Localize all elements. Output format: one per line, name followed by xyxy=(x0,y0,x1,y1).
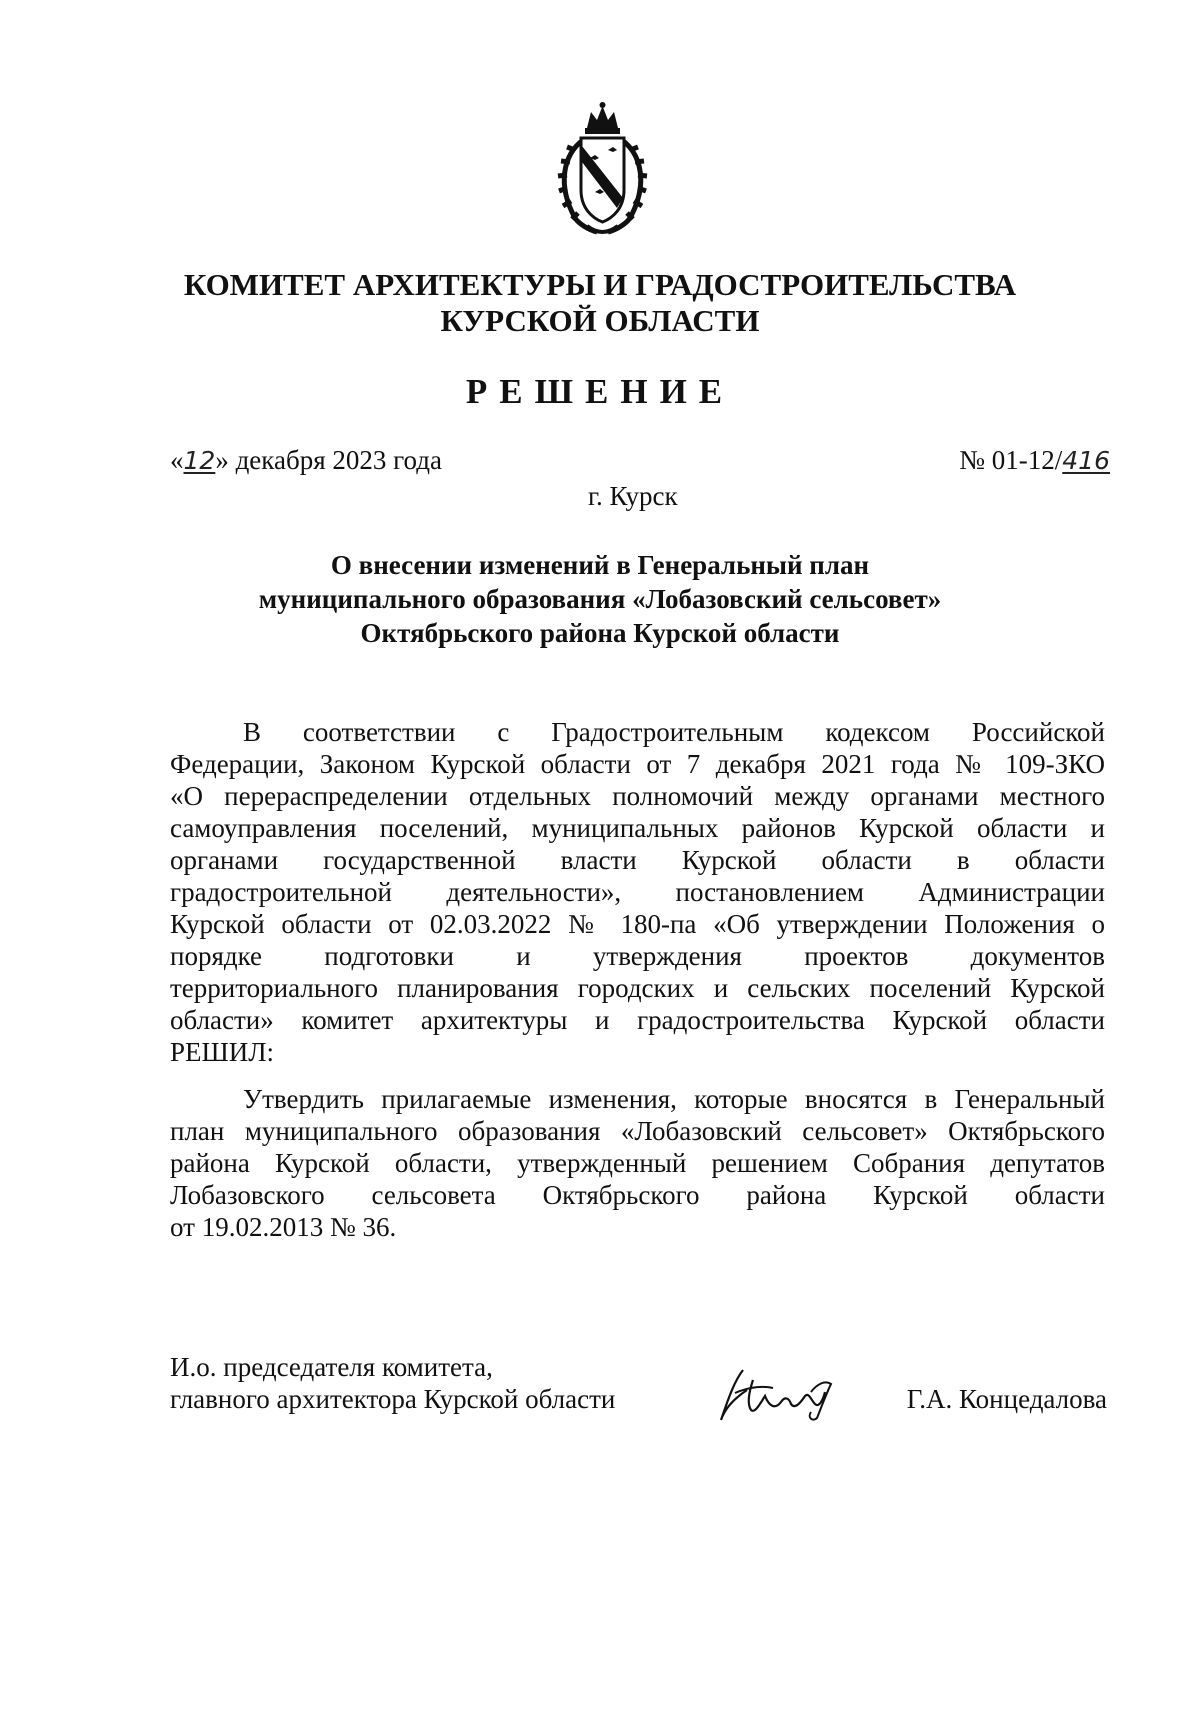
body-line: Курской области от 02.03.2022 № 180-па «Об утверждении Положения о xyxy=(170,909,1105,939)
document-subject xyxy=(0,548,1200,650)
date-rest: » декабря 2023 года xyxy=(215,445,442,475)
organization-region: КУРСКОЙ ОБЛАСТИ xyxy=(440,303,760,338)
subject-line: О внесении изменений в Генеральный план xyxy=(330,550,870,580)
body-line: В соответствии с Градостроительным кодексом Российской xyxy=(243,717,1105,747)
body-line: Лобазовского сельсовета Октябрьского района Курской области xyxy=(170,1180,1105,1210)
body-line: план муниципального образования «Лобазовский сельсовет» Октябрьского xyxy=(170,1116,1105,1146)
number-prefix: № 01-12/ xyxy=(959,445,1063,475)
body-line: порядке подготовки и утверждения проектов документов xyxy=(170,941,1105,971)
document-type: РЕШЕНИЕ xyxy=(465,372,735,411)
signer-position: главного архитектора Курской области xyxy=(170,1384,616,1414)
date-day-handwritten: 12 xyxy=(183,446,216,475)
body-line: территориального планирования городских и сельских поселений Курской xyxy=(170,973,1105,1003)
signer-position: И.о. председателя комитета, xyxy=(170,1352,493,1382)
handwritten-signature-icon xyxy=(713,1358,838,1428)
document-city: г. Курск xyxy=(588,481,678,511)
signer-name: Г.А. Концедалова xyxy=(906,1384,1107,1414)
body-line: градостроительной деятельности», постановлением Администрации xyxy=(170,877,1105,907)
body-line-decision: РЕШИЛ: xyxy=(170,1037,275,1067)
organization-name: КОМИТЕТ АРХИТЕКТУРЫ И ГРАДОСТРОИТЕЛЬСТВА xyxy=(183,267,1017,302)
body-line: «О перераспределении отдельных полномочий между органами местного xyxy=(170,781,1105,811)
date-open-quote: « xyxy=(170,445,184,475)
body-line: Федерации, Законом Курской области от 7 декабря 2021 года № 109-ЗКО xyxy=(170,749,1105,779)
number-handwritten: 416 xyxy=(1062,446,1110,475)
subject-line: Октябрьского района Курской области xyxy=(360,618,840,648)
body-line: области» комитет архитектуры и градостроительства Курской области xyxy=(170,1005,1105,1035)
coat-of-arms-icon xyxy=(545,100,660,240)
body-line: района Курской области, утвержденный решением Собрания депутатов xyxy=(170,1148,1105,1178)
body-line: Утвердить прилагаемые изменения, которые вносятся в Генеральный xyxy=(243,1084,1105,1114)
body-line: от 19.02.2013 № 36. xyxy=(170,1212,397,1242)
body-line: органами государственной власти Курской области в области xyxy=(170,845,1105,875)
body-line: самоуправления поселений, муниципальных районов Курской области и xyxy=(170,813,1105,843)
document-number xyxy=(959,444,1110,477)
document-date xyxy=(170,444,442,477)
subject-line: муниципального образования «Лобазовский сельсовет» xyxy=(258,584,942,614)
